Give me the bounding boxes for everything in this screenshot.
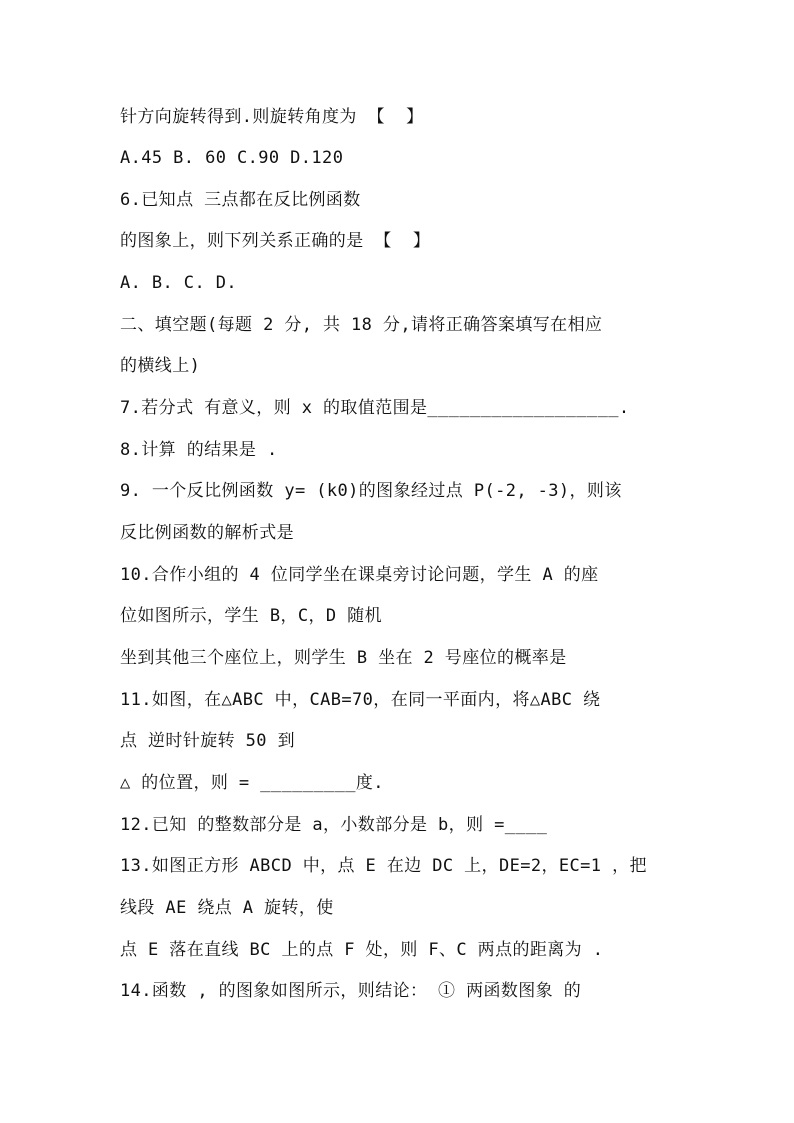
- text-line-13: 位如图所示，学生 B，C，D 随机: [120, 606, 382, 626]
- text-line-3: 6.已知点 三点都在反比例函数: [120, 190, 361, 210]
- text-line-8: 7.若分式 有意义，则 x 的取值范围是__________________.: [120, 398, 630, 418]
- text-line-10: 9. 一个反比例函数 y= (k0)的图象经过点 P(-2, -3)，则该: [120, 481, 622, 501]
- text-line-18: 12.已知 的整数部分是 a，小数部分是 b，则 =____: [120, 815, 548, 835]
- text-line-1: 针方向旋转得到.则旋转角度为 【 】: [120, 107, 424, 127]
- text-line-12: 10.合作小组的 4 位同学坐在课桌旁讨论问题，学生 A 的座: [120, 565, 599, 585]
- text-line-19: 13.如图正方形 ABCD 中，点 E 在边 DC 上，DE=2，EC=1 ，把: [120, 856, 647, 876]
- text-line-20: 线段 AE 绕点 A 旋转，使: [120, 898, 334, 918]
- text-line-6: 二、填空题(每题 2 分, 共 18 分,请将正确答案填写在相应: [120, 315, 603, 335]
- text-line-17: △ 的位置，则 = _________度.: [120, 773, 384, 793]
- text-line-22: 14.函数 , 的图象如图所示，则结论： ① 两函数图象 的: [120, 981, 582, 1001]
- text-line-4: 的图象上，则下列关系正确的是 【 】: [120, 231, 431, 251]
- text-line-9: 8.计算 的结果是 .: [120, 440, 278, 460]
- text-line-5: A. B. C. D.: [120, 273, 237, 293]
- text-line-2: A.45 B. 60 C.90 D.120: [120, 148, 344, 168]
- text-line-21: 点 E 落在直线 BC 上的点 F 处，则 F、C 两点的距离为 .: [120, 940, 604, 960]
- text-line-14: 坐到其他三个座位上，则学生 B 坐在 2 号座位的概率是: [120, 648, 567, 668]
- text-line-11: 反比例函数的解析式是: [120, 523, 294, 543]
- text-line-16: 点 逆时针旋转 50 到: [120, 731, 295, 751]
- text-line-7: 的横线上): [120, 356, 201, 376]
- text-line-15: 11.如图，在△ABC 中，CAB=70，在同一平面内，将△ABC 绕: [120, 690, 601, 710]
